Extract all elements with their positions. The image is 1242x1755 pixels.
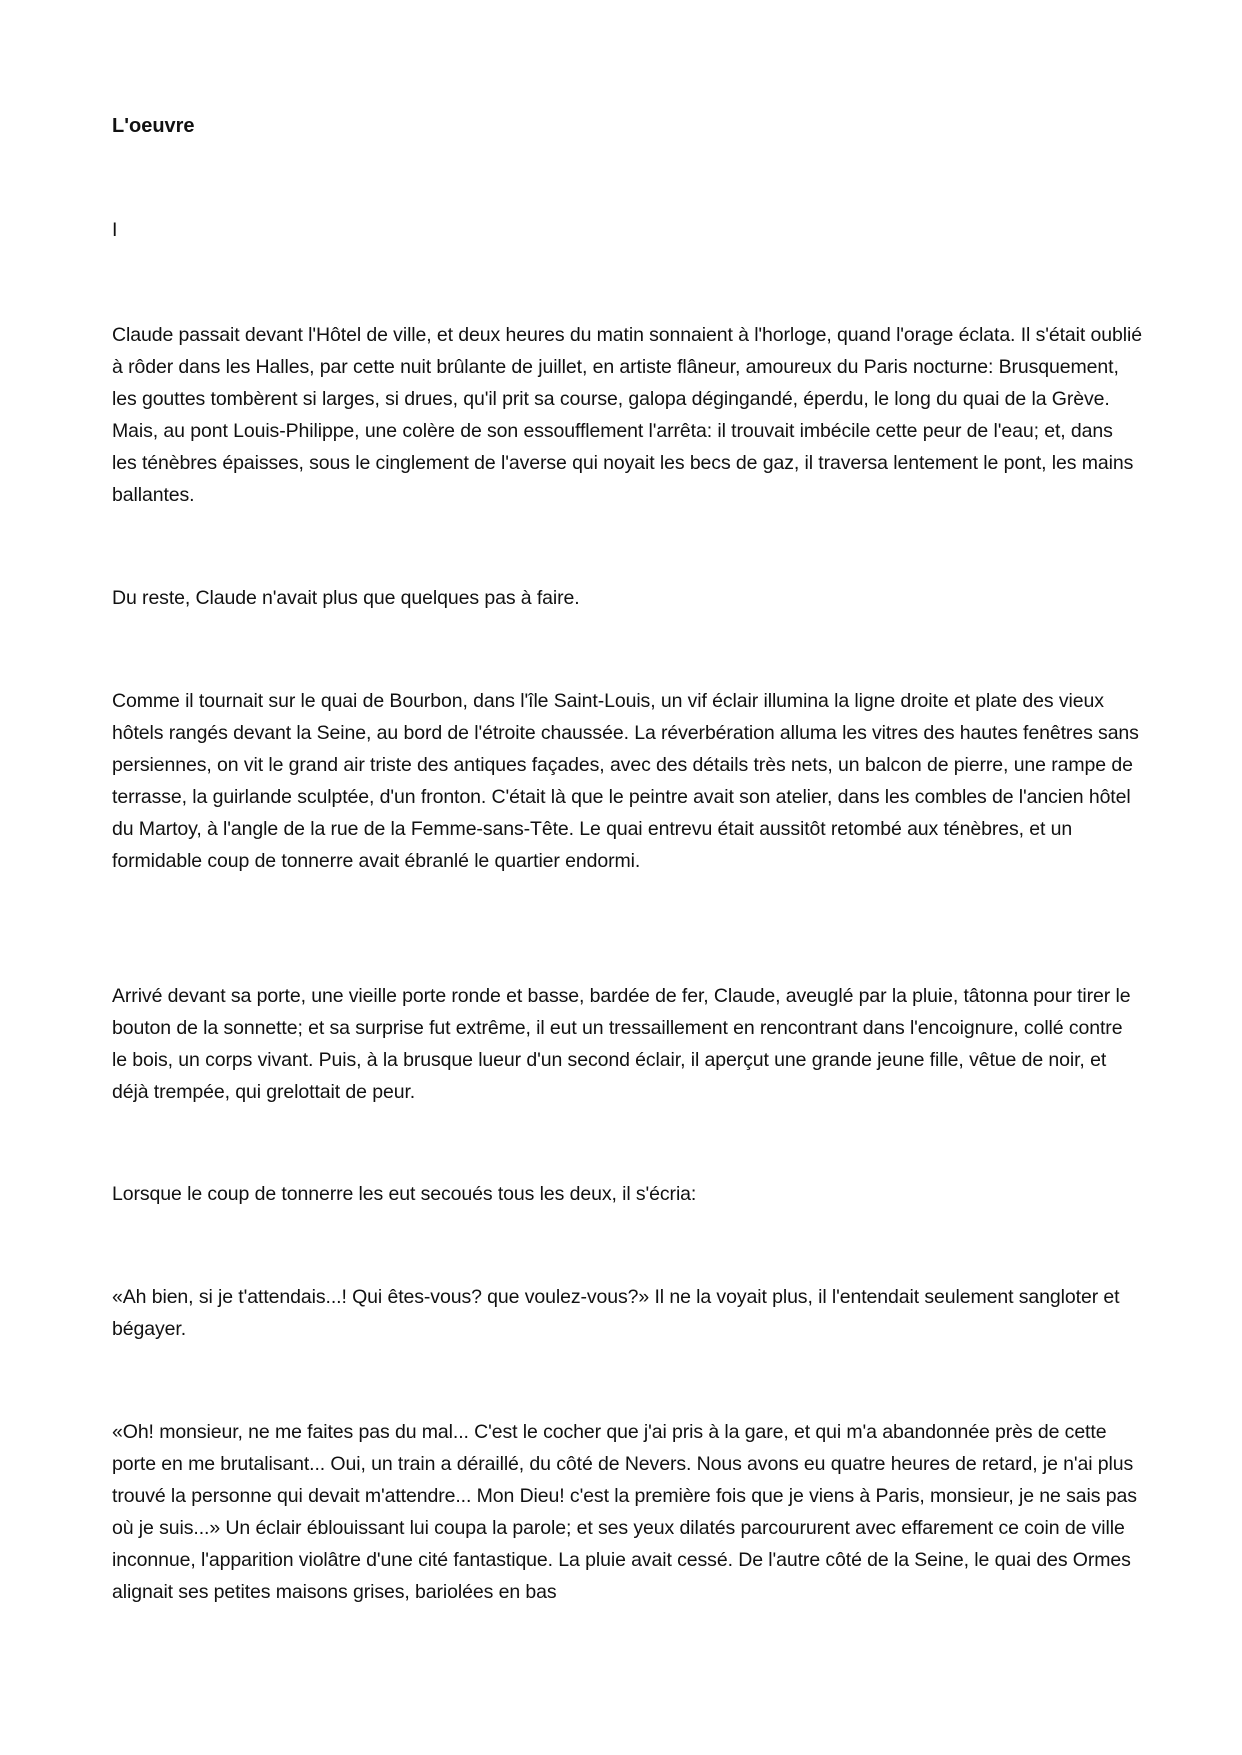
document-title: L'oeuvre: [112, 115, 195, 137]
paragraph: Lorsque le coup de tonnerre les eut secoués tous les deux, il s'écria:: [112, 1183, 697, 1205]
paragraph: Du reste, Claude n'avait plus que quelques pas à faire.: [112, 587, 580, 609]
paragraph: Arrivé devant sa porte, une vieille porte ronde et basse, bardée de fer, Claude, aveuglé par la pluie, tâtonna pour tirer le bouton de la sonnette; et sa surprise fut extrême, il eut un tressaillement en rencontrant dans l'encoignure, collé contre le bois, un corps vivant. Puis, à la brusque lueur d'un second éclair, il aperçut une grande jeune fille, vêtue de noir, et déjà trempée, qui grelottait de peur.: [112, 985, 1131, 1103]
paragraph: Claude passait devant l'Hôtel de ville, et deux heures du matin sonnaient à l'horloge, quand l'orage éclata. Il s'était oublié à rôder dans les Halles, par cette nuit brûlante de juillet, en artiste flâneur, amoureux du Paris nocturne: Brusquement, les gouttes tombèrent si larges, si drues, qu'il prit sa course, galopa dégingandé, éperdu, le long du quai de la Grève. Mais, au pont Louis-Philippe, une colère de son essoufflement l'arrêta: il trouvait imbécile cette peur de l'eau; et, dans les ténèbres épaisses, sous le cinglement de l'averse qui noyait les becs de gaz, il traversa lentement le pont, les mains ballantes.: [112, 324, 1142, 506]
chapter-heading: I: [112, 219, 118, 241]
paragraph: «Ah bien, si je t'attendais...! Qui êtes-vous? que voulez-vous?» Il ne la voyait plus, il l'entendait seulement sangloter et bégayer.: [112, 1286, 1120, 1340]
paragraph: Comme il tournait sur le quai de Bourbon, dans l'île Saint-Louis, un vif éclair illumina la ligne droite et plate des vieux hôtels rangés devant la Seine, au bord de l'étroite chaussée. La réverbération alluma les vitres des hautes fenêtres sans persiennes, on vit le grand air triste des antiques façades, avec des détails très nets, un balcon de pierre, une rampe de terrasse, la guirlande sculptée, d'un fronton. C'était là que le peintre avait son atelier, dans les combles de l'ancien hôtel du Martoy, à l'angle de la rue de la Femme-sans-Tête. Le quai entrevu était aussitôt retombé aux ténèbres, et un formidable coup de tonnerre avait ébranlé le quartier endormi.: [112, 690, 1139, 872]
paragraph: «Oh! monsieur, ne me faites pas du mal... C'est le cocher que j'ai pris à la gare, et qui m'a abandonnée près de cette porte en me brutalisant... Oui, un train a déraillé, du côté de Nevers. Nous avons eu quatre heures de retard, je n'ai plus trouvé la personne qui devait m'attendre... Mon Dieu! c'est la première fois que je viens à Paris, monsieur, je ne sais pas où je suis...» Un éclair éblouissant lui coupa la parole; et ses yeux dilatés parcoururent avec effarement ce coin de ville inconnue, l'apparition violâtre d'une cité fantastique. La pluie avait cessé. De l'autre côté de la Seine, le quai des Ormes alignait ses petites maisons grises, bariolées en bas: [112, 1421, 1137, 1603]
